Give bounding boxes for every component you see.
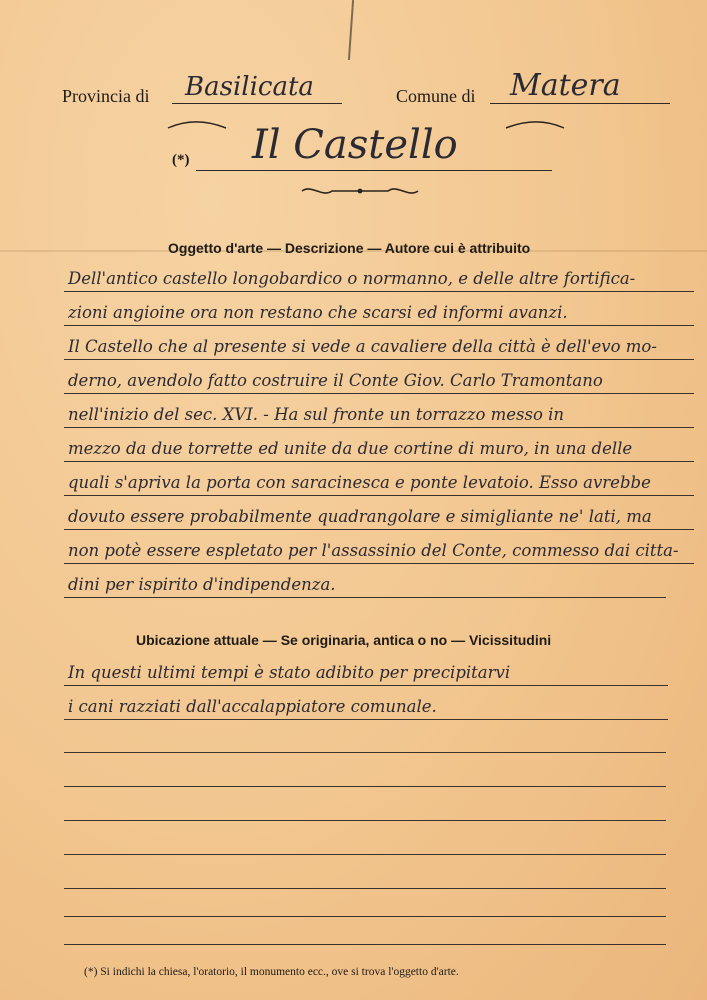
footnote-marker: (*) [172,152,190,168]
description-text: dini per ispirito d'indipendenza. [68,575,336,594]
section-heading-ubicazione: Ubicazione attuale — Se originaria, antica o no — Vicissitudini [136,632,552,648]
description-text: derno, avendolo fatto costruire il Conte Giov. Carlo Tramontano [68,371,603,390]
description-line [64,564,666,598]
location-text: In questi ultimi tempi è stato adibito per precipitarvi [68,663,511,682]
pen-stroke-mark [348,0,354,60]
description-text: nell'inizio del sec. XVI. - Ha sul fronte un torrazzo messo in [68,405,565,424]
provincia-value: Basilicata [185,72,314,102]
description-text: zioni angioine ora non restano che scarsi ed informi avanzi. [68,303,568,322]
comune-underline [490,103,670,104]
empty-ruled-line [64,820,666,821]
location-text: i cani razziati dall'accalappiatore comunale. [68,697,437,716]
location-line [64,652,668,686]
description-text: Dell'antico castello longobardico o normanno, e delle altre fortifica- [68,269,636,288]
description-text: non potè essere espletato per l'assassinio del Conte, commesso dai citta- [68,541,679,560]
provincia-underline [172,103,342,104]
empty-ruled-line [64,888,666,889]
description-line [64,394,694,428]
title-underline [196,170,552,171]
description-line [64,360,694,394]
section-heading-oggetto: Oggetto d'arte — Descrizione — Autore cui è attribuito [168,240,531,256]
empty-ruled-line [64,786,666,787]
empty-ruled-line [64,944,666,945]
location-line [64,686,668,720]
monument-title: Il Castello [252,122,458,168]
empty-ruled-line [64,854,666,855]
empty-ruled-line [64,752,666,753]
ornament-divider-icon [298,184,422,198]
description-text: mezzo da due torrette ed unite da due cortine di muro, in una delle [68,439,633,458]
provincia-label: Provincia di [62,86,150,106]
description-line [64,462,694,496]
empty-ruled-line [64,916,666,917]
description-line [64,496,694,530]
description-line [64,258,694,292]
description-text: dovuto essere probabilmente quadrangolare e simigliante ne' lati, ma [68,507,652,526]
description-text: quali s'apriva la porta con saracinesca e ponte levatoio. Esso avrebbe [68,473,651,492]
description-line [64,292,694,326]
description-line [64,428,694,462]
description-line [64,326,694,360]
description-text: Il Castello che al presente si vede a cavaliere della città è dell'evo mo- [68,337,657,356]
comune-value: Matera [510,68,621,103]
footnote: (*) Si indichi la chiesa, l'oratorio, il monumento ecc., ove si trova l'oggetto d'arte. [84,966,459,978]
ruled-line [64,597,666,598]
ruled-line [64,719,668,720]
comune-label: Comune di [396,86,476,106]
description-line [64,530,694,564]
